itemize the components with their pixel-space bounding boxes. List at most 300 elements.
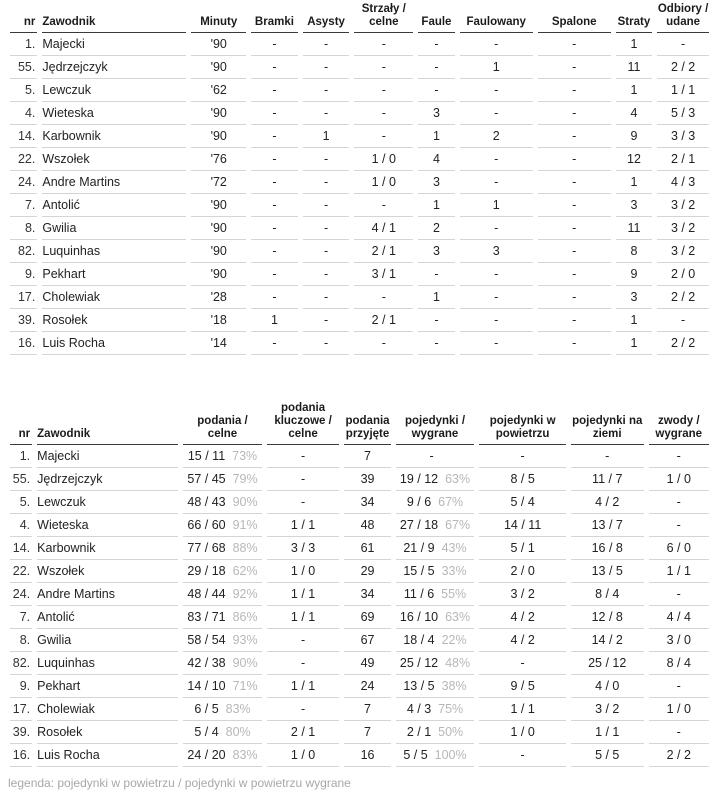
aerial-value: 3 / 2 xyxy=(510,587,535,601)
cell-fouled: - xyxy=(460,263,533,286)
key-passes-value: 1 / 1 xyxy=(290,587,316,601)
cell-dribbles xyxy=(649,537,710,560)
received-value: 24 xyxy=(360,679,375,693)
duels-percent: 100% xyxy=(434,748,467,762)
cell-shots: - xyxy=(354,102,413,125)
cell-duels xyxy=(396,675,475,698)
cell-nr: 22. xyxy=(10,148,37,171)
cell-shots: - xyxy=(354,56,413,79)
table-row xyxy=(10,217,709,240)
cell-assists: - xyxy=(303,194,350,217)
duels-percent: 50% xyxy=(438,725,464,739)
cell-received xyxy=(344,491,390,514)
cell-tackles: 3 / 2 xyxy=(657,240,709,263)
cell-losses: 1 xyxy=(616,309,653,332)
aerial-value: 4 / 2 xyxy=(510,610,535,624)
header-pojedynki: pojedynki / wygrane xyxy=(396,402,475,445)
player-name: Luis Rocha xyxy=(37,748,100,762)
passes-value: 58 / 54 xyxy=(187,633,226,647)
cell-goals: - xyxy=(251,286,298,309)
duels-percent: 63% xyxy=(445,610,471,624)
cell-aerial xyxy=(479,606,566,629)
received-value: 7 xyxy=(364,702,371,716)
cell-offsides: - xyxy=(538,171,611,194)
table-row xyxy=(10,629,709,652)
cell-assists: - xyxy=(303,332,350,355)
cell-losses: 1 xyxy=(616,332,653,355)
cell-received xyxy=(344,537,390,560)
player-name: Cholewiak xyxy=(37,702,95,716)
ground-value: 5 / 5 xyxy=(595,748,620,762)
key-passes-value: 1 / 1 xyxy=(290,610,316,624)
duels-percent: 67% xyxy=(438,495,464,509)
cell-shots: - xyxy=(354,79,413,102)
cell-ground xyxy=(571,514,644,537)
cell-key-passes xyxy=(267,698,340,721)
key-passes-value: - xyxy=(301,449,306,463)
cell-passes xyxy=(183,629,262,652)
cell-fouled: - xyxy=(460,332,533,355)
cell-minutes: '90 xyxy=(191,194,246,217)
cell-duels xyxy=(396,698,475,721)
passes-value: 48 / 43 xyxy=(187,495,226,509)
cell-goals: - xyxy=(251,56,298,79)
cell-minutes: '18 xyxy=(191,309,246,332)
cell-tackles: 5 / 3 xyxy=(657,102,709,125)
player-name: Jędrzejczyk xyxy=(37,472,103,486)
cell-nr: 8. xyxy=(10,217,37,240)
dribbles-value: 1 / 1 xyxy=(666,564,691,578)
table-header-row xyxy=(10,402,709,445)
cell-duels xyxy=(396,445,475,468)
cell-passes xyxy=(183,491,262,514)
cell-aerial xyxy=(479,514,566,537)
cell-offsides: - xyxy=(538,332,611,355)
cell-tackles: - xyxy=(657,309,709,332)
cell-ground xyxy=(571,445,644,468)
cell-received xyxy=(344,744,390,767)
cell-duels xyxy=(396,560,475,583)
cell-assists: - xyxy=(303,79,350,102)
header-bramki: Bramki xyxy=(251,3,298,33)
duels-percent: 67% xyxy=(445,518,471,532)
cell-losses: 1 xyxy=(616,33,653,56)
cell-shots: 2 / 1 xyxy=(354,309,413,332)
cell-losses: 11 xyxy=(616,56,653,79)
cell-nr xyxy=(10,583,32,606)
cell-aerial xyxy=(479,445,566,468)
cell-received xyxy=(344,698,390,721)
cell-aerial xyxy=(479,744,566,767)
passes-percent: 90% xyxy=(232,656,258,670)
cell-nr xyxy=(10,491,32,514)
cell-ground xyxy=(571,675,644,698)
cell-key-passes xyxy=(267,721,340,744)
dribbles-value: 3 / 0 xyxy=(666,633,691,647)
cell-nr xyxy=(10,698,32,721)
cell-fouls: 3 xyxy=(418,102,455,125)
cell-passes xyxy=(183,721,262,744)
cell-minutes: '62 xyxy=(191,79,246,102)
received-value: 69 xyxy=(360,610,375,624)
table-row xyxy=(10,652,709,675)
cell-key-passes xyxy=(267,675,340,698)
header-nr: nr xyxy=(10,3,37,33)
key-passes-value: 2 / 1 xyxy=(290,725,316,739)
cell-offsides: - xyxy=(538,125,611,148)
cell-passes xyxy=(183,698,262,721)
cell-assists: 1 xyxy=(303,125,350,148)
cell-aerial xyxy=(479,468,566,491)
aerial-value: 2 / 0 xyxy=(510,564,535,578)
duels-value: 13 / 5 xyxy=(403,679,435,693)
player-name: Gwilia xyxy=(37,633,72,647)
received-value: 48 xyxy=(360,518,375,532)
duels-value: - xyxy=(429,449,434,463)
cell-key-passes xyxy=(267,491,340,514)
cell-player: Andre Martins xyxy=(42,171,186,194)
table-row xyxy=(10,286,709,309)
player-name: Rosołek xyxy=(37,725,83,739)
cell-ground xyxy=(571,468,644,491)
aerial-value: 8 / 5 xyxy=(510,472,535,486)
table-row xyxy=(10,240,709,263)
table-row xyxy=(10,560,709,583)
dribbles-value: - xyxy=(676,587,681,601)
cell-nr xyxy=(10,629,32,652)
cell-offsides: - xyxy=(538,263,611,286)
table-row xyxy=(10,491,709,514)
passing-duels-table xyxy=(5,402,714,767)
cell-offsides: - xyxy=(538,102,611,125)
cell-tackles: 2 / 2 xyxy=(657,332,709,355)
dribbles-value: 6 / 0 xyxy=(666,541,691,555)
cell-assists: - xyxy=(303,263,350,286)
cell-received xyxy=(344,560,390,583)
dribbles-value: 1 / 0 xyxy=(666,472,691,486)
cell-losses: 8 xyxy=(616,240,653,263)
cell-player: Karbownik xyxy=(42,125,186,148)
header-asysty: Asysty xyxy=(303,3,350,33)
passes-percent: 93% xyxy=(232,633,258,647)
cell-fouled: 1 xyxy=(460,56,533,79)
cell-received xyxy=(344,514,390,537)
nr-value: 4. xyxy=(19,518,31,532)
passes-value: 57 / 45 xyxy=(187,472,226,486)
cell-dribbles xyxy=(649,629,710,652)
passes-value: 14 / 10 xyxy=(187,679,226,693)
cell-fouled: - xyxy=(460,33,533,56)
nr-value: 5. xyxy=(19,495,31,509)
ground-value: 12 / 8 xyxy=(591,610,623,624)
cell-ground xyxy=(571,721,644,744)
cell-fouls: 1 xyxy=(418,194,455,217)
legend-note: legenda: pojedynki w powietrzu / pojedynki w powietrzu wygrane xyxy=(8,776,351,790)
ground-value: - xyxy=(605,449,610,463)
key-passes-value: 1 / 1 xyxy=(290,518,316,532)
passes-value: 42 / 38 xyxy=(187,656,226,670)
cell-received xyxy=(344,606,390,629)
ground-value: 3 / 2 xyxy=(595,702,620,716)
dribbles-value: - xyxy=(676,449,681,463)
cell-assists: - xyxy=(303,102,350,125)
cell-received xyxy=(344,583,390,606)
cell-goals: - xyxy=(251,171,298,194)
cell-tackles: 3 / 3 xyxy=(657,125,709,148)
match-stats-table xyxy=(5,3,714,355)
cell-fouled: - xyxy=(460,148,533,171)
dribbles-value: 2 / 2 xyxy=(666,748,691,762)
duels-value: 4 / 3 xyxy=(406,702,432,716)
ground-value: 13 / 7 xyxy=(591,518,623,532)
table-row xyxy=(10,56,709,79)
cell-losses: 3 xyxy=(616,286,653,309)
cell-tackles: 3 / 2 xyxy=(657,194,709,217)
cell-nr xyxy=(10,537,32,560)
received-value: 16 xyxy=(360,748,375,762)
cell-tackles: 1 / 1 xyxy=(657,79,709,102)
table-row xyxy=(10,79,709,102)
aerial-value: - xyxy=(520,449,525,463)
cell-player xyxy=(37,514,178,537)
received-value: 34 xyxy=(360,495,375,509)
cell-player xyxy=(37,652,178,675)
cell-dribbles xyxy=(649,491,710,514)
cell-nr: 39. xyxy=(10,309,37,332)
cell-offsides: - xyxy=(538,148,611,171)
player-name: Karbownik xyxy=(37,541,96,555)
nr-value: 39. xyxy=(12,725,31,739)
duels-value: 2 / 1 xyxy=(406,725,432,739)
header-strzaly: Strzały / celne xyxy=(354,3,413,33)
cell-passes xyxy=(183,583,262,606)
cell-offsides: - xyxy=(538,240,611,263)
duels-percent: 63% xyxy=(445,472,471,486)
aerial-value: - xyxy=(520,748,525,762)
cell-minutes: '14 xyxy=(191,332,246,355)
header-pojedynki-ziemia: pojedynki na ziemi xyxy=(571,402,644,445)
header-zwody: zwody / wygrane xyxy=(649,402,710,445)
passes-value: 15 / 11 xyxy=(187,449,226,463)
cell-minutes: '90 xyxy=(191,33,246,56)
cell-shots: - xyxy=(354,286,413,309)
passes-percent: 86% xyxy=(232,610,258,624)
ground-value: 14 / 2 xyxy=(591,633,623,647)
player-name: Antolić xyxy=(37,610,75,624)
cell-shots: 1 / 0 xyxy=(354,148,413,171)
cell-player: Pekhart xyxy=(42,263,186,286)
cell-duels xyxy=(396,491,475,514)
passes-percent: 71% xyxy=(232,679,258,693)
cell-aerial xyxy=(479,652,566,675)
cell-goals: - xyxy=(251,240,298,263)
cell-fouled: 1 xyxy=(460,194,533,217)
received-value: 67 xyxy=(360,633,375,647)
cell-dribbles xyxy=(649,652,710,675)
nr-value: 8. xyxy=(19,633,31,647)
header-spalone: Spalone xyxy=(538,3,611,33)
cell-tackles: 2 / 2 xyxy=(657,286,709,309)
cell-player: Wieteska xyxy=(42,102,186,125)
received-value: 29 xyxy=(360,564,375,578)
duels-value: 18 / 4 xyxy=(403,633,435,647)
key-passes-value: - xyxy=(301,702,306,716)
duels-value: 27 / 18 xyxy=(399,518,439,532)
duels-percent: 43% xyxy=(441,541,467,555)
passes-value: 5 / 4 xyxy=(194,725,219,739)
key-passes-value: 1 / 1 xyxy=(290,679,316,693)
nr-value: 82. xyxy=(12,656,31,670)
passes-value: 66 / 60 xyxy=(187,518,226,532)
table-row xyxy=(10,537,709,560)
nr-value: 24. xyxy=(12,587,31,601)
cell-ground xyxy=(571,491,644,514)
cell-losses: 3 xyxy=(616,194,653,217)
cell-tackles: - xyxy=(657,33,709,56)
dribbles-value: 4 / 4 xyxy=(666,610,691,624)
table-row xyxy=(10,194,709,217)
cell-player xyxy=(37,698,178,721)
cell-goals: 1 xyxy=(251,309,298,332)
duels-value: 5 / 5 xyxy=(403,748,428,762)
nr-value: 22. xyxy=(12,564,31,578)
cell-key-passes xyxy=(267,468,340,491)
cell-shots: 2 / 1 xyxy=(354,240,413,263)
cell-minutes: '90 xyxy=(191,217,246,240)
cell-goals: - xyxy=(251,125,298,148)
ground-value: 11 / 7 xyxy=(592,472,623,486)
passes-percent: 90% xyxy=(232,495,258,509)
ground-value: 4 / 0 xyxy=(595,679,620,693)
nr-value: 16. xyxy=(12,748,31,762)
cell-dribbles xyxy=(649,606,710,629)
key-passes-value: - xyxy=(301,472,306,486)
cell-nr: 55. xyxy=(10,56,37,79)
passes-percent: 83% xyxy=(225,702,251,716)
ground-value: 25 / 12 xyxy=(588,656,627,670)
cell-passes xyxy=(183,675,262,698)
cell-minutes: '90 xyxy=(191,263,246,286)
header-faulowany: Faulowany xyxy=(460,3,533,33)
player-name: Pekhart xyxy=(37,679,81,693)
cell-received xyxy=(344,721,390,744)
cell-player: Lewczuk xyxy=(42,79,186,102)
passes-value: 6 / 5 xyxy=(194,702,219,716)
table-row xyxy=(10,698,709,721)
cell-offsides: - xyxy=(538,309,611,332)
cell-nr: 82. xyxy=(10,240,37,263)
cell-tackles: 2 / 2 xyxy=(657,56,709,79)
cell-nr: 14. xyxy=(10,125,37,148)
table-row xyxy=(10,468,709,491)
aerial-value: 5 / 4 xyxy=(510,495,535,509)
cell-player xyxy=(37,445,178,468)
ground-value: 4 / 2 xyxy=(595,495,620,509)
cell-fouls: - xyxy=(418,309,455,332)
cell-duels xyxy=(396,606,475,629)
cell-goals: - xyxy=(251,33,298,56)
cell-fouls: - xyxy=(418,33,455,56)
nr-value: 14. xyxy=(12,541,31,555)
cell-player: Antolić xyxy=(42,194,186,217)
cell-fouls: 2 xyxy=(418,217,455,240)
player-name: Wieteska xyxy=(37,518,89,532)
header-straty: Straty xyxy=(616,3,653,33)
cell-passes xyxy=(183,606,262,629)
passes-value: 77 / 68 xyxy=(187,541,226,555)
cell-ground xyxy=(571,698,644,721)
cell-nr: 5. xyxy=(10,79,37,102)
cell-dribbles xyxy=(649,445,710,468)
cell-nr: 1. xyxy=(10,33,37,56)
cell-fouled: - xyxy=(460,286,533,309)
cell-duels xyxy=(396,468,475,491)
cell-received xyxy=(344,468,390,491)
duels-percent: 33% xyxy=(441,564,467,578)
cell-offsides: - xyxy=(538,33,611,56)
cell-player xyxy=(37,744,178,767)
duels-value: 25 / 12 xyxy=(399,656,439,670)
duels-value: 16 / 10 xyxy=(399,610,439,624)
cell-assists: - xyxy=(303,309,350,332)
cell-fouled: - xyxy=(460,102,533,125)
cell-player xyxy=(37,721,178,744)
player-name: Andre Martins xyxy=(37,587,115,601)
cell-aerial xyxy=(479,675,566,698)
cell-nr xyxy=(10,606,32,629)
cell-player xyxy=(37,491,178,514)
table-row xyxy=(10,125,709,148)
dribbles-value: 8 / 4 xyxy=(666,656,691,670)
passes-percent: 83% xyxy=(232,748,258,762)
dribbles-value: 1 / 0 xyxy=(666,702,691,716)
cell-duels xyxy=(396,744,475,767)
key-passes-value: - xyxy=(301,656,306,670)
cell-key-passes xyxy=(267,537,340,560)
cell-offsides: - xyxy=(538,194,611,217)
aerial-value: 4 / 2 xyxy=(510,633,535,647)
cell-losses: 9 xyxy=(616,263,653,286)
cell-ground xyxy=(571,744,644,767)
table-row xyxy=(10,148,709,171)
cell-tackles: 4 / 3 xyxy=(657,171,709,194)
cell-player: Wszołek xyxy=(42,148,186,171)
cell-player xyxy=(37,560,178,583)
passes-value: 24 / 20 xyxy=(187,748,226,762)
nr-value: 55. xyxy=(12,472,31,486)
cell-key-passes xyxy=(267,744,340,767)
cell-ground xyxy=(571,652,644,675)
cell-fouls: - xyxy=(418,332,455,355)
cell-dribbles xyxy=(649,468,710,491)
dribbles-value: - xyxy=(676,725,681,739)
passes-percent: 73% xyxy=(232,449,258,463)
cell-minutes: '90 xyxy=(191,240,246,263)
cell-received xyxy=(344,445,390,468)
cell-player: Majecki xyxy=(42,33,186,56)
cell-tackles: 3 / 2 xyxy=(657,217,709,240)
cell-fouled: 3 xyxy=(460,240,533,263)
duels-percent: 22% xyxy=(441,633,467,647)
header-zawodnik: Zawodnik xyxy=(42,3,186,33)
cell-tackles: 2 / 0 xyxy=(657,263,709,286)
cell-passes xyxy=(183,468,262,491)
cell-aerial xyxy=(479,721,566,744)
cell-nr: 4. xyxy=(10,102,37,125)
received-value: 34 xyxy=(360,587,375,601)
received-value: 7 xyxy=(364,449,371,463)
cell-shots: 1 / 0 xyxy=(354,171,413,194)
